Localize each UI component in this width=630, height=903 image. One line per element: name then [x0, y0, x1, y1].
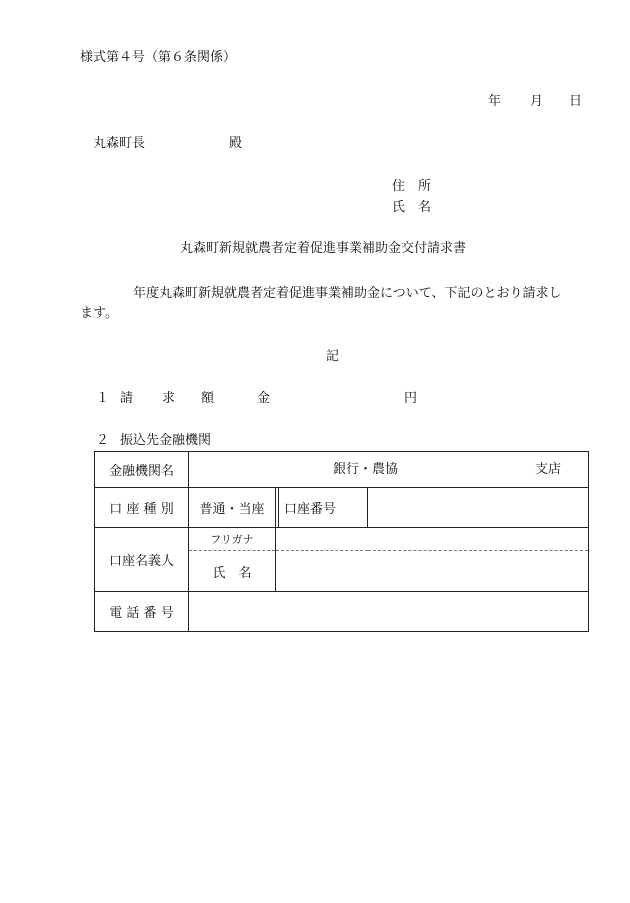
- item1-number: １: [96, 391, 110, 406]
- date-day: 日: [569, 94, 583, 109]
- furigana-row: [95, 528, 589, 551]
- holder-name-label: 氏 名: [189, 551, 276, 592]
- body-text-line1: 年度丸森町新規就農者定着促進事業補助金について、下記のとおり請求し: [133, 286, 562, 301]
- phone-row: [95, 592, 589, 632]
- item2-label: 振込先金融機関: [120, 433, 212, 448]
- account-type-label: 口 座 種 別: [95, 488, 189, 528]
- furigana-label: フリガナ: [189, 528, 276, 551]
- account-type-row: [95, 488, 589, 528]
- applicant-address-label: 住 所: [392, 179, 432, 194]
- phone-value: [189, 592, 589, 632]
- item1-label-char: 請: [120, 391, 134, 406]
- phone-label: 電 話 番 号: [95, 592, 189, 632]
- account-holder-label: 口座名義人: [95, 528, 189, 592]
- document-title: 丸森町新規就農者定着促進事業補助金交付請求書: [180, 241, 467, 256]
- account-number-label: 口座番号: [276, 488, 368, 528]
- bank-agri-text: 銀行・農協: [333, 462, 399, 477]
- form-number: 様式第４号（第６条関係）: [80, 50, 237, 65]
- branch-text: 支店: [535, 462, 562, 477]
- addressee-honorific: 殿: [229, 136, 243, 151]
- item1-yen: 円: [404, 391, 418, 406]
- account-number-value: [368, 488, 589, 528]
- date-year: 年: [488, 94, 502, 109]
- institution-value-cell: [189, 452, 589, 488]
- institution-row: [95, 452, 589, 488]
- ki-heading: 記: [326, 349, 340, 364]
- body-text-line2: ます。: [80, 306, 118, 321]
- addressee-name: 丸森町長: [93, 136, 146, 151]
- date-month: 月: [530, 94, 544, 109]
- holder-name-value: [276, 551, 589, 592]
- item2-number: ２: [96, 433, 110, 448]
- account-type-options: 普通・当座: [189, 488, 276, 528]
- item1-label-char: 額: [201, 391, 215, 406]
- item1-kin: 金: [257, 391, 271, 406]
- furigana-value: [276, 528, 589, 551]
- bank-table: [94, 451, 589, 632]
- applicant-name-label: 氏 名: [392, 200, 432, 215]
- institution-label: 金融機関名: [95, 452, 189, 488]
- item1-label-char: 求: [162, 391, 176, 406]
